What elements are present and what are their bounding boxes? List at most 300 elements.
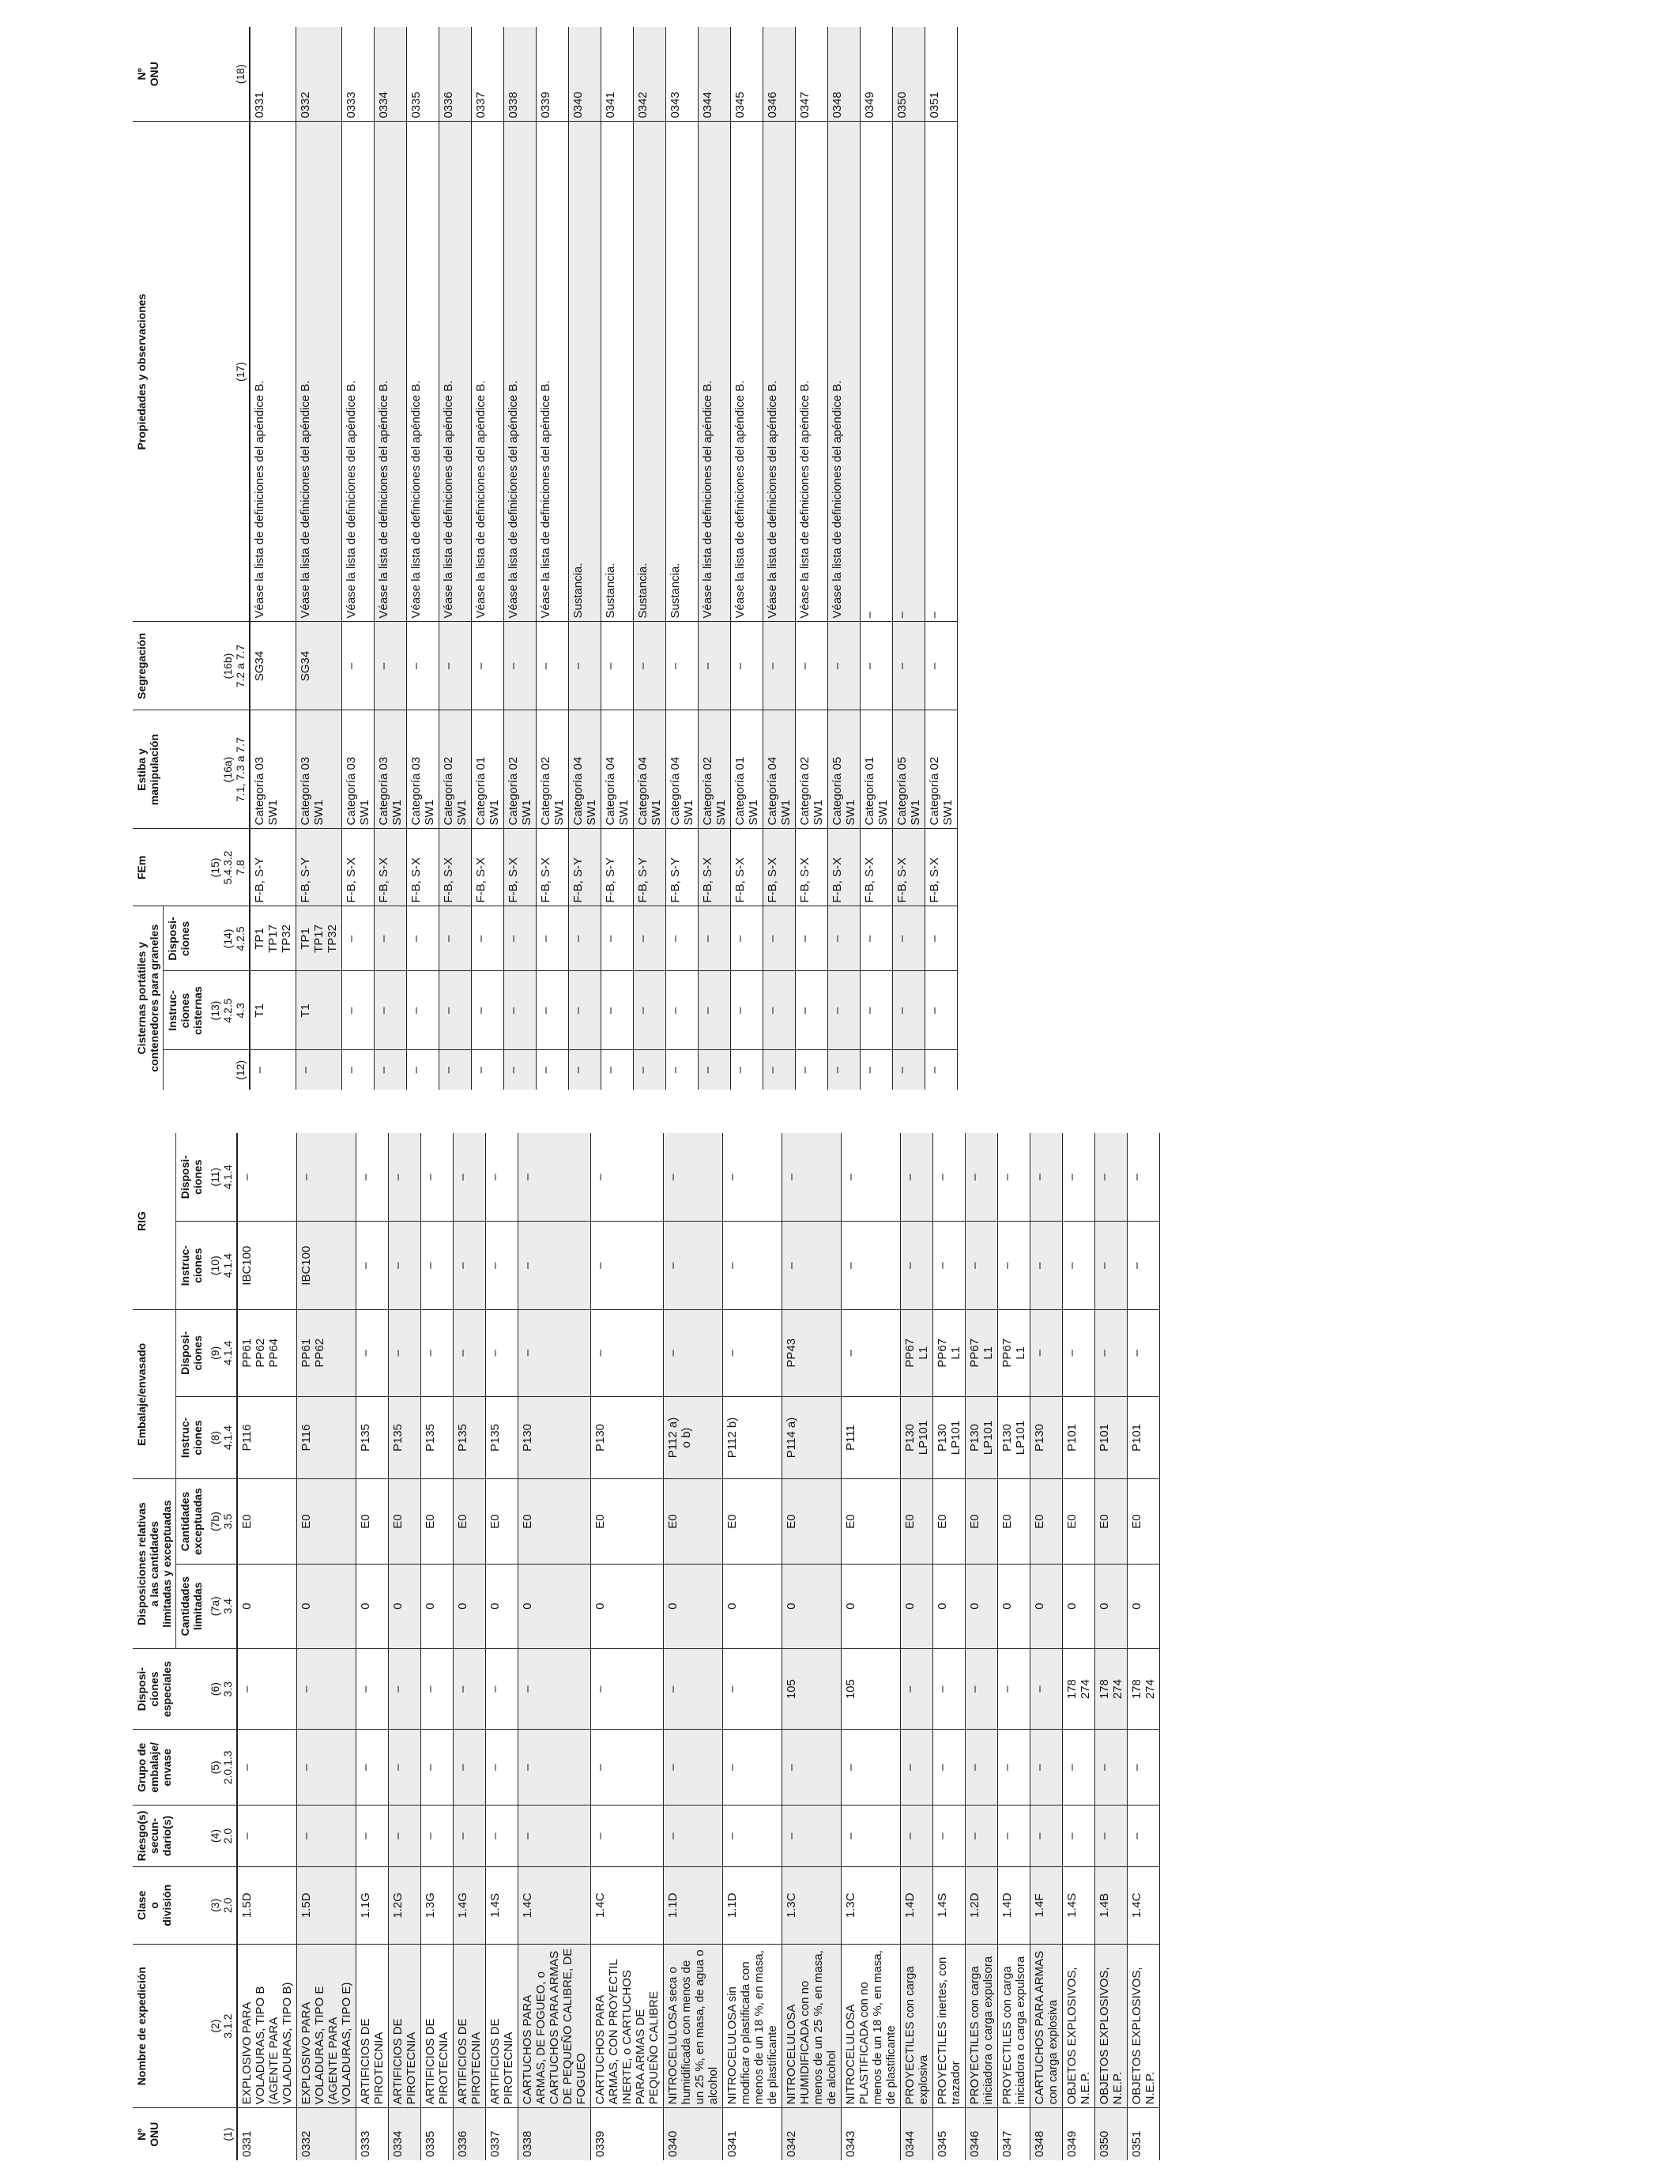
special-provisions-cell: – [591,1648,664,1730]
limited-qty-cell: 0 [297,1564,356,1648]
packing-provision-cell: PP61 PP62 [297,1310,356,1396]
colnum-16b: (16b) 7.2 a 7.7 [206,622,250,710]
segregation-cell: – [666,622,699,710]
table-row [1095,1133,1128,2160]
ibc-instruction-cell: – [389,1222,421,1310]
properties-cell: Véase la lista de definiciones del apéndice B. [407,122,439,622]
packing-provision-cell: – [1128,1310,1160,1396]
col12-cell: – [733,1067,747,1074]
limited-qty-cell: 0 [842,1564,901,1648]
un-no-cell: 0337 [488,2130,502,2157]
packing-group-cell: – [454,1730,486,1806]
ibc-provision-cell: – [421,1133,454,1222]
properties-cell: Véase la lista de definiciones del apéndice B. [537,122,569,622]
excepted-qty-cell: E0 [591,1479,664,1564]
packing-instruction-cell: P135 [356,1396,389,1479]
colnum-6: (6) 3.3 [206,1648,237,1730]
header-ems: FEm [133,829,206,906]
table-row [828,27,861,1090]
ibc-provision-cell: – [591,1133,664,1222]
table-row [925,27,958,1090]
limited-qty-cell: 0 [1128,1564,1160,1648]
excepted-qty-cell: E0 [1063,1479,1095,1564]
packing-group-cell: – [1030,1730,1063,1806]
tank-instruction-cell: – [893,971,925,1050]
header-tanks-group: Cisternas portátiles y contenedores para graneles [133,906,164,1090]
ibc-provision-cell: – [1095,1133,1128,1222]
ems-cell: F-B, S-X [407,829,439,906]
packing-group-cell: – [421,1730,454,1806]
limited-qty-cell: 0 [518,1564,591,1648]
ibc-provision-cell: – [356,1133,389,1222]
table-row [901,1133,933,2160]
sub-risk-cell: – [664,1806,723,1867]
ems-cell: F-B, S-X [731,829,763,906]
colnum-3: (3) 2.0 [206,1866,237,1944]
shipping-name-cell: ARTIFICIOS DE PIROTECNIA [356,1944,389,2108]
properties-cell: – [925,122,958,622]
limited-qty-cell: 0 [933,1564,966,1648]
header-packing-instructions: Instruc- ciones [176,1396,207,1479]
limited-qty-cell: 0 [486,1564,518,1648]
properties-cell: Véase la lista de definiciones del apéndice B. [296,122,342,622]
segregation-cell: – [699,622,731,710]
class-cell: 1.5D [297,1866,356,1944]
header-properties: Propiedades y observaciones [133,122,206,622]
header-tank-instructions: Instruc- ciones cisternas [164,971,207,1050]
packing-provision-cell: – [1063,1310,1095,1396]
sub-risk-cell: – [297,1806,356,1867]
header-ibc-instructions: Instruc- ciones [176,1222,207,1310]
un-no-cell: 0342 [782,2108,842,2160]
properties-cell: Véase la lista de definiciones del apéndice B. [763,122,796,622]
ibc-instruction-cell: – [998,1222,1030,1310]
special-provisions-cell: – [237,1648,297,1730]
ibc-instruction-cell: – [1095,1222,1128,1310]
header-excepted-qty: Cantidades exceptuadas [176,1479,207,1564]
packing-instruction-cell: P130 [518,1396,591,1479]
un-no-right-cell: 0342 [634,27,666,122]
tank-provision-cell: TP1 TP17 TP32 [296,906,342,971]
stowage-cell: Categoría 02 SW1 [504,710,537,829]
ems-cell: F-B, S-X [342,829,375,906]
class-cell: 1.4C [518,1866,591,1944]
special-provisions-cell: – [998,1648,1030,1730]
ibc-provision-cell: – [933,1133,966,1222]
tank-provision-cell: – [666,906,699,971]
un-no-cell: 0331 [240,2130,254,2157]
col12-cell: – [863,1067,876,1074]
un-no-cell: 0341 [725,2130,739,2157]
header-special-provisions: Disposi- ciones especiales [133,1648,206,1730]
ibc-provision-cell: – [723,1133,782,1222]
un-no-right-cell: 0350 [893,27,925,122]
packing-provision-cell: – [486,1310,518,1396]
header-lq-eq-group: Disposiciones relativas a las cantidades limitadas y exceptuadas [133,1479,176,1648]
segregation-cell: – [893,622,925,710]
ibc-instruction-cell: – [901,1222,933,1310]
limited-qty-cell: 0 [998,1564,1030,1648]
un-no-right-cell: 0332 [296,27,342,122]
special-provisions-cell: 105 [842,1648,901,1730]
sub-risk-cell: – [454,1806,486,1867]
tank-provision-cell: – [407,906,439,971]
shipping-name-cell: ARTIFICIOS DE PIROTECNIA [389,1944,421,2108]
properties-cell: Véase la lista de definiciones del apéndice B. [439,122,472,622]
packing-provision-cell: – [356,1310,389,1396]
excepted-qty-cell: E0 [664,1479,723,1564]
un-no-right-cell: 0333 [342,27,375,122]
class-cell: 1.3C [842,1866,901,1944]
special-provisions-cell: 178 274 [1063,1648,1095,1730]
special-provisions-cell: 178 274 [1095,1648,1128,1730]
table-row [407,27,439,1090]
tank-provision-cell: – [699,906,731,971]
packing-group-cell: – [1063,1730,1095,1806]
col12-cell: – [699,1050,731,1090]
excepted-qty-cell: E0 [842,1479,901,1564]
header-segregation: Segregación [133,622,206,710]
packing-group-cell: – [297,1730,356,1806]
table-row [893,27,925,1090]
ems-cell: F-B, S-X [861,829,893,906]
colnum-5: (5) 2.0.1.3 [206,1730,237,1806]
packing-provision-cell: – [454,1310,486,1396]
ems-cell: F-B, S-Y [250,829,296,906]
shipping-name-cell: PROYECTILES con carga explosiva [901,1944,933,2108]
header-limited-qty: Cantidades limitadas [176,1564,207,1648]
un-no-cell: 0336 [454,2108,486,2160]
sub-risk-cell: – [998,1806,1030,1867]
col12-cell: – [345,1067,358,1074]
colnum-11: (11) 4.1.4 [206,1133,237,1222]
un-no-right-cell: 0346 [763,27,796,122]
ibc-provision-cell: – [842,1133,901,1222]
excepted-qty-cell: E0 [454,1479,486,1564]
ibc-instruction-cell: – [723,1222,782,1310]
tank-provision-cell: – [925,906,958,971]
colnum-10: (10) 4.1.4 [206,1222,237,1310]
ibc-instruction-cell: – [518,1222,591,1310]
segregation-cell: – [925,622,958,710]
excepted-qty-cell: E0 [486,1479,518,1564]
special-provisions-cell: – [518,1648,591,1730]
stowage-cell: Categoría 03 SW1 [375,710,407,829]
stowage-cell: Categoría 01 SW1 [731,710,763,829]
shipping-name-cell: ARTIFICIOS DE PIROTECNIA [454,1944,486,2108]
sub-risk-cell: – [591,1806,664,1867]
col12-cell: – [439,1050,472,1090]
un-no-right-cell: 0343 [666,27,699,122]
limited-qty-cell: 0 [1030,1564,1063,1648]
limited-qty-cell: 0 [389,1564,421,1648]
shipping-name-cell: ARTIFICIOS DE PIROTECNIA [421,1944,454,2108]
table-row [296,27,342,1090]
header-un-no: Nº ONU [135,2122,160,2147]
colnum-12: (12) [206,1050,250,1090]
table-row [634,27,666,1090]
limited-qty-cell: 0 [591,1564,664,1648]
properties-cell: Véase la lista de definiciones del apéndice B. [828,122,861,622]
packing-provision-cell: – [1030,1310,1063,1396]
segregation-cell: – [569,622,601,710]
excepted-qty-cell: E0 [297,1479,356,1564]
stowage-cell: Categoría 04 SW1 [634,710,666,829]
tank-provision-cell: – [763,906,796,971]
segregation-cell: – [407,622,439,710]
sub-risk-cell: – [966,1806,998,1867]
packing-provision-cell: PP67 L1 [966,1310,998,1396]
un-no-right-cell: 0349 [861,27,893,122]
tank-instruction-cell: – [763,971,796,1050]
packing-provision-cell: – [518,1310,591,1396]
ems-cell: F-B, S-Y [296,829,342,906]
un-no-cell: 0333 [359,2130,372,2157]
ibc-provision-cell: – [237,1133,297,1222]
tank-provision-cell: – [861,906,893,971]
stowage-cell: Categoría 04 SW1 [763,710,796,829]
excepted-qty-cell: E0 [966,1479,998,1564]
col12-cell: – [928,1067,941,1074]
ems-cell: F-B, S-Y [666,829,699,906]
table-row [250,27,296,1090]
ibc-instruction-cell: – [1063,1222,1095,1310]
tank-instruction-cell: – [601,971,634,1050]
col12-cell: – [375,1050,407,1090]
ibc-instruction-cell: IBC100 [237,1222,297,1310]
packing-provision-cell: – [842,1310,901,1396]
tank-instruction-cell: T1 [250,971,296,1050]
un-no-right-cell: 0347 [796,27,828,122]
properties-cell: Véase la lista de definiciones del apéndice B. [796,122,828,622]
un-no-right-cell: 0334 [375,27,407,122]
class-cell: 1.4S [1063,1866,1095,1944]
ibc-provision-cell: – [998,1133,1030,1222]
packing-group-cell: – [518,1730,591,1806]
table-row [699,27,731,1090]
col12-cell: – [296,1050,342,1090]
limited-qty-cell: 0 [901,1564,933,1648]
colnum-1: (1) [206,2108,237,2160]
un-no-right-cell: 0337 [472,27,504,122]
header-packing-group: Grupo de embalaje/ envase [133,1730,206,1806]
sub-risk-cell: – [518,1806,591,1867]
colnum-14: (14) 4.2.5 [206,906,250,971]
class-cell: 1.2G [389,1866,421,1944]
colnum-13: (13) 4.2.5 4.3 [206,971,250,1050]
tank-instruction-cell: – [439,971,472,1050]
ems-cell: F-B, S-X [699,829,731,906]
shipping-name-cell: EXPLOSIVO PARA VOLADURAS, TIPO B (AGENTE PARA VOLADURAS, TIPO B) [237,1944,297,2108]
packing-instruction-cell: P101 [1128,1396,1160,1479]
packing-instruction-cell: P135 [421,1396,454,1479]
packing-instruction-cell: P130 [591,1396,664,1479]
un-no-cell: 0350 [1095,2108,1128,2160]
dangerous-goods-list-right [133,27,958,1090]
packing-instruction-cell: P114 a) [782,1396,842,1479]
un-no-right-cell: 0336 [439,27,472,122]
packing-group-cell: – [486,1730,518,1806]
ibc-provision-cell: – [389,1133,421,1222]
ems-cell: F-B, S-X [925,829,958,906]
colnum-18: (18) [206,27,250,122]
shipping-name-cell: CARTUCHOS PARA ARMAS con carga explosiva [1030,1944,1063,2108]
col12-cell: – [569,1050,601,1090]
properties-cell: Véase la lista de definiciones del apéndice B. [472,122,504,622]
col12-cell: – [474,1067,488,1074]
ibc-instruction-cell: IBC100 [297,1222,356,1310]
tank-provision-cell: – [537,906,569,971]
tank-instruction-cell: – [472,971,504,1050]
table-row [731,27,763,1090]
tank-provision-cell: – [375,906,407,971]
excepted-qty-cell: E0 [723,1479,782,1564]
properties-cell: Véase la lista de definiciones del apéndice B. [504,122,537,622]
class-cell: 1.4D [998,1866,1030,1944]
table-row [966,1133,998,2160]
ems-cell: F-B, S-Y [569,829,601,906]
ibc-provision-cell: – [782,1133,842,1222]
special-provisions-cell: – [486,1648,518,1730]
ibc-instruction-cell: – [421,1222,454,1310]
un-no-cell: 0335 [424,2130,437,2157]
table-row [591,1133,664,2160]
ems-cell: F-B, S-X [439,829,472,906]
tank-instruction-cell: – [699,971,731,1050]
sub-risk-cell: – [1128,1806,1160,1867]
packing-provision-cell: – [421,1310,454,1396]
limited-qty-cell: 0 [723,1564,782,1648]
shipping-name-cell: PROYECTILES inertes, con trazador [933,1944,966,2108]
table-row [861,27,893,1090]
class-cell: 1.3C [782,1866,842,1944]
shipping-name-cell: CARTUCHOS PARA ARMAS, DE FOGUEO, o CARTUCHOS PARA ARMAS DE PEQUEÑO CALIBRE, DE FOGUEO [518,1944,591,2108]
ems-cell: F-B, S-X [893,829,925,906]
un-no-right-cell: 0331 [250,27,296,122]
special-provisions-cell: – [389,1648,421,1730]
excepted-qty-cell: E0 [237,1479,297,1564]
packing-provision-cell: PP67 L1 [901,1310,933,1396]
un-no-cell: 0343 [844,2130,857,2157]
excepted-qty-cell: E0 [389,1479,421,1564]
un-no-right-cell: 0345 [731,27,763,122]
col12-cell: – [634,1050,666,1090]
tank-provision-cell: – [634,906,666,971]
ems-cell: F-B, S-X [763,829,796,906]
limited-qty-cell: 0 [454,1564,486,1648]
table-row [723,1133,782,2160]
col12-cell: – [604,1067,617,1074]
stowage-cell: Categoría 02 SW1 [537,710,569,829]
properties-cell: Véase la lista de definiciones del apéndice B. [250,122,296,622]
table-row [998,1133,1030,2160]
dangerous-goods-list-left [133,1133,1160,2160]
packing-provision-cell: PP43 [782,1310,842,1396]
colnum-4: (4) 2.0 [206,1806,237,1867]
properties-cell: – [861,122,893,622]
packing-group-cell: – [356,1730,389,1806]
packing-instruction-cell: P130 LP101 [901,1396,933,1479]
table-row [356,1133,389,2160]
table-row [297,1133,356,2160]
sub-risk-cell: – [356,1806,389,1867]
segregation-cell: – [634,622,666,710]
segregation-cell: – [861,622,893,710]
col12-cell: – [504,1050,537,1090]
tank-provision-cell: – [828,906,861,971]
properties-cell: Véase la lista de definiciones del apéndice B. [342,122,375,622]
tank-instruction-cell: – [537,971,569,1050]
tank-provision-cell: – [569,906,601,971]
stowage-cell: Categoría 05 SW1 [893,710,925,829]
packing-group-cell: – [237,1730,297,1806]
un-no-cell: 0340 [664,2108,723,2160]
packing-instruction-cell: P116 [237,1396,297,1479]
special-provisions-cell: – [901,1648,933,1730]
ems-cell: F-B, S-X [796,829,828,906]
un-no-right-cell: 0338 [504,27,537,122]
excepted-qty-cell: E0 [356,1479,389,1564]
sub-risk-cell: – [1063,1806,1095,1867]
un-no-cell: 0349 [1065,2130,1079,2157]
shipping-name-cell: NITROCELULOSA PLASTIFICADA con no menos de un 18 %, en masa, de plastificante [842,1944,901,2108]
properties-cell: Sustancia. [666,122,699,622]
header-packaging-group: Embalaje/envasado [133,1310,176,1479]
header-ibc-group: RIG [133,1133,176,1310]
header-un-no-right: Nº ONU [133,27,206,122]
table-row [342,27,375,1090]
excepted-qty-cell: E0 [933,1479,966,1564]
ibc-provision-cell: – [1030,1133,1063,1222]
stowage-cell: Categoría 02 SW1 [699,710,731,829]
ems-cell: F-B, S-Y [601,829,634,906]
properties-cell: Sustancia. [634,122,666,622]
limited-qty-cell: 0 [1095,1564,1128,1648]
packing-instruction-cell: P130 [1030,1396,1063,1479]
ibc-provision-cell: – [518,1133,591,1222]
packing-group-cell: – [966,1730,998,1806]
packing-instruction-cell: P135 [454,1396,486,1479]
tank-instruction-cell: – [407,971,439,1050]
limited-qty-cell: 0 [782,1564,842,1648]
packing-provision-cell: PP67 L1 [933,1310,966,1396]
rotated-page [133,27,1429,2160]
packing-group-cell: – [901,1730,933,1806]
excepted-qty-cell: E0 [1095,1479,1128,1564]
col12-cell: – [539,1067,552,1074]
packing-instruction-cell: P112 a) o b) [664,1396,723,1479]
packing-instruction-cell: P111 [842,1396,901,1479]
properties-cell: Sustancia. [601,122,634,622]
sub-risk-cell: – [933,1806,966,1867]
segregation-cell: – [537,622,569,710]
ibc-instruction-cell: – [842,1222,901,1310]
special-provisions-cell: – [933,1648,966,1730]
sub-risk-cell: – [486,1806,518,1867]
sub-risk-cell: – [901,1806,933,1867]
table-row [666,27,699,1090]
shipping-name-cell: OBJETOS EXPLOSIVOS, N.E.P. [1095,1944,1128,2108]
tank-instruction-cell: – [342,971,375,1050]
excepted-qty-cell: E0 [998,1479,1030,1564]
header-sub-risk: Riesgo(s) secun- dario(s) [133,1806,206,1867]
tank-instruction-cell: – [796,971,828,1050]
ems-cell: F-B, S-Y [634,829,666,906]
shipping-name-cell: OBJETOS EXPLOSIVOS, N.E.P. [1063,1944,1095,2108]
properties-cell: Véase la lista de definiciones del apéndice B. [731,122,763,622]
table-row [842,1133,901,2160]
special-provisions-cell: – [454,1648,486,1730]
